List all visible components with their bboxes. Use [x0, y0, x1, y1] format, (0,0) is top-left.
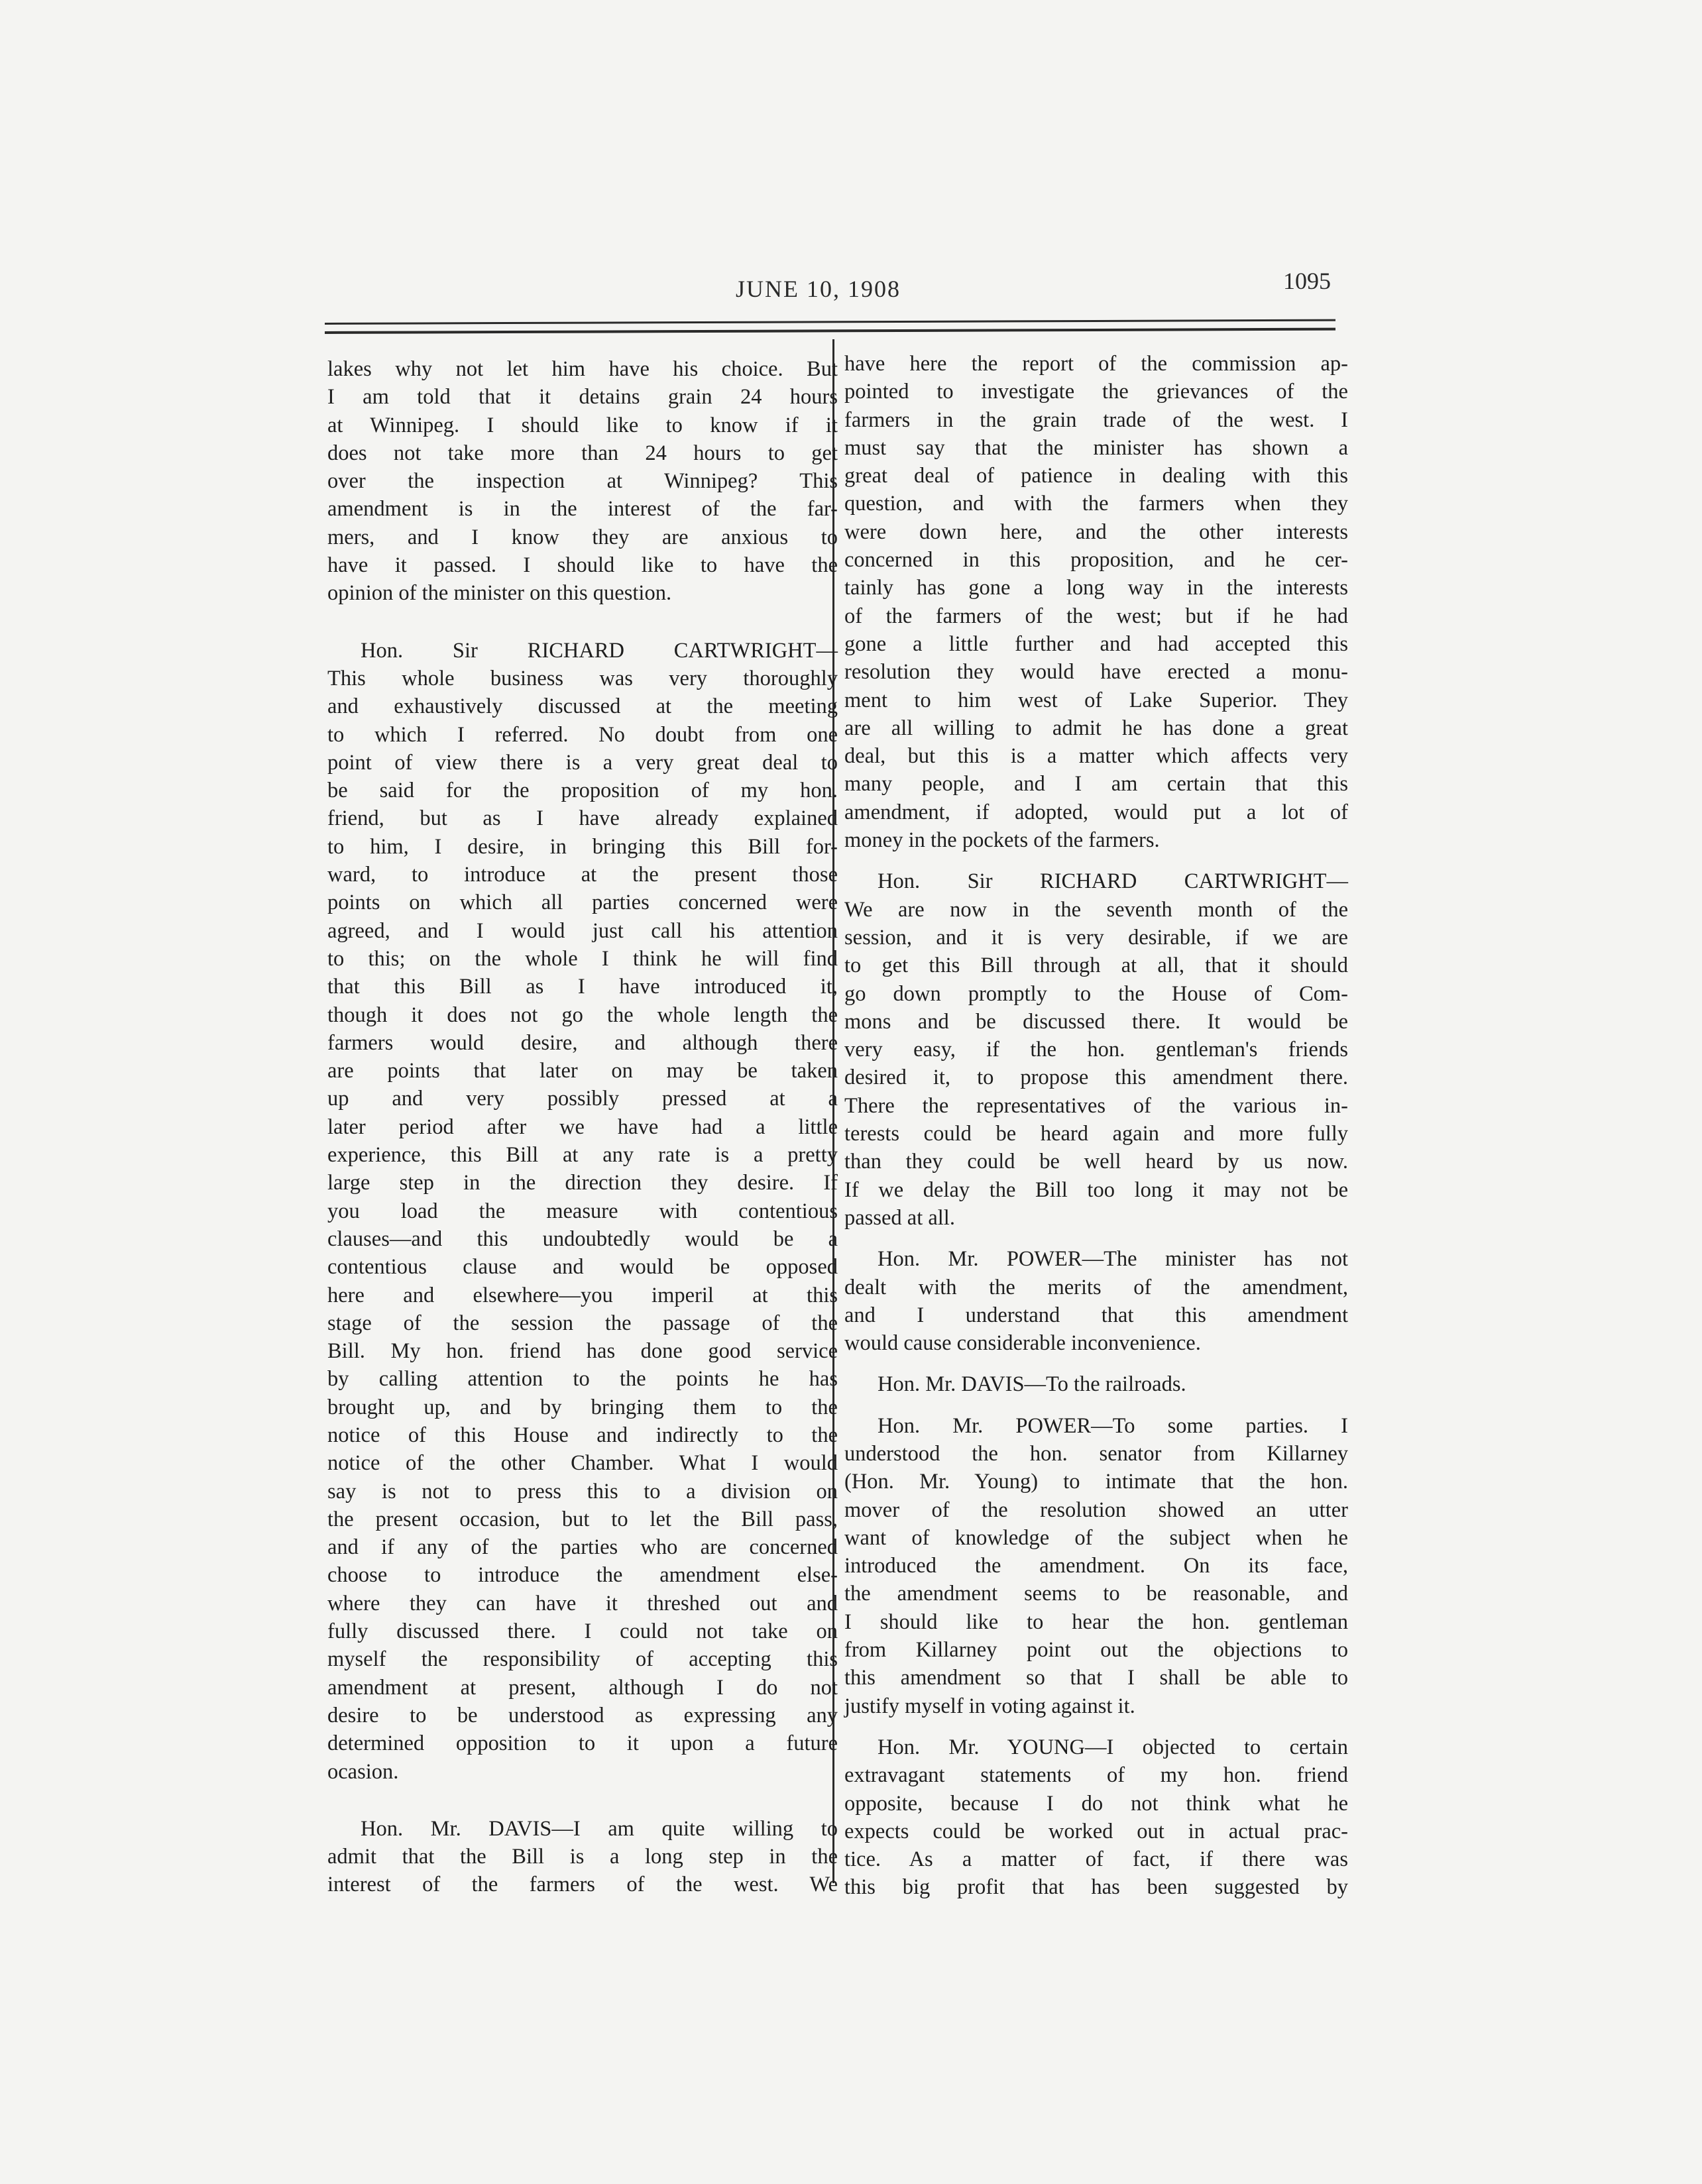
text-line: over the inspection at Winnipeg? This — [327, 469, 838, 494]
text-line: and exhaustively discussed at the meeting — [327, 694, 838, 719]
text-line: desire to be understood as expressing any — [327, 1703, 838, 1727]
text-line: later period after we have had a little — [327, 1115, 838, 1139]
text-line: notice of the other Chamber. What I would — [327, 1451, 838, 1476]
text-line: mons and be discussed there. It would be — [844, 1009, 1348, 1034]
paragraph — [844, 1370, 1348, 1398]
right-column — [844, 350, 1348, 1902]
text-line: amendment at present, although I do not — [327, 1675, 838, 1700]
text-line: agreed, and I would just call his attention — [327, 918, 838, 943]
page-number: 1095 — [1283, 268, 1331, 294]
text-line: I should like to hear the hon. gentleman — [844, 1610, 1348, 1634]
text-line: This whole business was very thoroughly — [327, 666, 838, 690]
text-line: concerned in this proposition, and he cer- — [844, 548, 1348, 573]
text-line: extravagant statements of my hon. friend — [844, 1763, 1348, 1788]
paragraph — [844, 867, 1348, 1232]
text-line: Hon. Mr. DAVIS—To the railroads. — [878, 1372, 1186, 1397]
text-line: ward, to introduce at the present those — [327, 863, 838, 887]
text-line: by calling attention to the points he has — [327, 1367, 838, 1392]
text-line: want of knowledge of the subject when he — [844, 1525, 1348, 1550]
text-line: There the representatives of the various in- — [844, 1093, 1348, 1118]
text-line: money in the pockets of the farmers. — [844, 828, 1160, 853]
text-line: to him, I desire, in bringing this Bill for- — [327, 834, 838, 859]
running-header-date: JUNE 10, 1908 — [736, 276, 901, 302]
text-line: lakes why not let him have his choice. But — [327, 357, 838, 381]
text-line: the present occasion, but to let the Bill pass, — [327, 1507, 838, 1531]
text-line: We are now in the seventh month of the — [844, 897, 1348, 922]
text-line: brought up, and by bringing them to the — [327, 1395, 838, 1419]
text-line: pointed to investigate the grievances of the — [844, 380, 1348, 404]
text-line: great deal of patience in dealing with this — [844, 464, 1348, 488]
paragraph — [844, 1245, 1348, 1357]
text-line: session, and it is very desirable, if we are — [844, 925, 1348, 950]
text-line: terests could be heard again and more fully — [844, 1122, 1348, 1146]
text-line: ocasion. — [327, 1759, 399, 1784]
text-line: amendment, if adopted, would put a lot of — [844, 800, 1348, 824]
text-line: myself the responsibility of accepting this — [327, 1647, 838, 1672]
text-line: desired it, to propose this amendment there. — [844, 1065, 1348, 1090]
text-line: and if any of the parties who are concerned — [327, 1535, 838, 1560]
text-line: than they could be well heard by us now. — [844, 1150, 1348, 1174]
paragraph — [327, 637, 838, 1786]
text-line: were down here, and the other interests — [844, 519, 1348, 544]
paragraph — [844, 1733, 1348, 1902]
text-line: where they can have it threshed out and — [327, 1591, 838, 1615]
text-line: to get this Bill through at all, that it should — [844, 954, 1348, 978]
text-line: amendment is in the interest of the far- — [327, 497, 838, 521]
paragraph — [327, 1815, 838, 1899]
text-line: notice of this House and indirectly to the — [327, 1423, 838, 1447]
text-line: Hon. Mr. YOUNG—I objected to certain — [878, 1735, 1348, 1759]
text-line: this amendment so that I shall be able to — [844, 1666, 1348, 1690]
paragraph — [844, 350, 1348, 854]
text-line: mover of the resolution showed an utter — [844, 1498, 1348, 1522]
text-line: points on which all parties concerned were — [327, 891, 838, 915]
text-line: large step in the direction they desire. If — [327, 1171, 838, 1195]
text-line: Hon. Sir RICHARD CARTWRIGHT— — [878, 869, 1348, 894]
text-line: tainly has gone a long way in the interests — [844, 576, 1348, 600]
text-line: to which I referred. No doubt from one — [327, 722, 838, 747]
text-line: to this; on the whole I think he will find — [327, 946, 838, 971]
text-line: here and elsewhere—you imperil at this — [327, 1283, 838, 1307]
text-line: would cause considerable inconvenience. — [844, 1331, 1201, 1356]
text-line: dealt with the merits of the amendment, — [844, 1275, 1348, 1299]
text-line: at Winnipeg. I should like to know if it — [327, 413, 838, 437]
header-rule-top — [325, 319, 1335, 325]
text-line: tice. As a matter of fact, if there was — [844, 1847, 1348, 1872]
text-line: have here the report of the commission ap- — [844, 352, 1348, 376]
text-line: (Hon. Mr. Young) to intimate that the hon. — [844, 1470, 1348, 1494]
text-line: If we delay the Bill too long it may not be — [844, 1177, 1348, 1202]
text-line: the amendment seems to be reasonable, and — [844, 1582, 1348, 1606]
text-line: you load the measure with contentious — [327, 1199, 838, 1223]
text-line: Bill. My hon. friend has done good service — [327, 1339, 838, 1364]
text-line: must say that the minister has shown a — [844, 435, 1348, 460]
text-line: I am told that it detains grain 24 hours — [327, 385, 838, 410]
text-line: deal, but this is a matter which affects very — [844, 744, 1348, 769]
text-line: say is not to press this to a division on — [327, 1479, 838, 1503]
text-line: have it passed. I should like to have the — [327, 553, 838, 578]
text-line: many people, and I am certain that this — [844, 772, 1348, 796]
text-line: interest of the farmers of the west. We — [327, 1873, 838, 1897]
text-line: are points that later on may be taken — [327, 1059, 838, 1083]
text-line: understood the hon. senator from Killarney — [844, 1441, 1348, 1466]
text-line: very easy, if the hon. gentleman's friends — [844, 1038, 1348, 1062]
text-line: opposite, because I do not think what he — [844, 1791, 1348, 1816]
header-rule-bottom — [325, 328, 1335, 334]
text-line: Hon. Sir RICHARD CARTWRIGHT— — [361, 638, 838, 663]
text-line: stage of the session the passage of the — [327, 1311, 838, 1335]
text-line: resolution they would have erected a monu- — [844, 660, 1348, 684]
text-line: Hon. Mr. DAVIS—I am quite willing to — [361, 1816, 838, 1841]
text-line: up and very possibly pressed at a — [327, 1087, 838, 1111]
text-line: choose to introduce the amendment else- — [327, 1563, 838, 1588]
text-line: are all willing to admit he has done a great — [844, 716, 1348, 740]
text-line: admit that the Bill is a long step in the — [327, 1845, 838, 1869]
text-line: fully discussed there. I could not take on — [327, 1619, 838, 1644]
text-line: contentious clause and would be opposed — [327, 1255, 838, 1280]
paragraph — [844, 1412, 1348, 1720]
text-line: ment to him west of Lake Superior. They — [844, 688, 1348, 712]
text-line: though it does not go the whole length the — [327, 1003, 838, 1027]
text-line: mers, and I know they are anxious to — [327, 525, 838, 549]
text-line: farmers in the grain trade of the west. I — [844, 408, 1348, 432]
text-line: Hon. Mr. POWER—To some parties. I — [878, 1413, 1348, 1438]
text-line: passed at all. — [844, 1205, 955, 1230]
left-column — [327, 355, 838, 1899]
text-line: be said for the proposition of my hon. — [327, 779, 838, 803]
text-line: from Killarney point out the objections to — [844, 1638, 1348, 1663]
text-line: and I understand that this amendment — [844, 1303, 1348, 1327]
text-line: point of view there is a very great deal to — [327, 750, 838, 775]
text-line: friend, but as I have already explained — [327, 806, 838, 831]
text-line: gone a little further and had accepted this — [844, 631, 1348, 656]
paragraph — [327, 355, 838, 608]
text-line: farmers would desire, and although there — [327, 1030, 838, 1055]
text-line: introduced the amendment. On its face, — [844, 1554, 1348, 1578]
text-line: Hon. Mr. POWER—The minister has not — [878, 1247, 1348, 1272]
text-line: experience, this Bill at any rate is a pretty — [327, 1143, 838, 1168]
text-line: determined opposition to it upon a future — [327, 1731, 838, 1756]
text-line: expects could be worked out in actual prac- — [844, 1819, 1348, 1843]
text-line: justify myself in voting against it. — [844, 1694, 1135, 1718]
text-line: clauses—and this undoubtedly would be a — [327, 1227, 838, 1251]
text-line: of the farmers of the west; but if he had — [844, 604, 1348, 628]
text-line: question, and with the farmers when they — [844, 492, 1348, 516]
text-line: that this Bill as I have introduced it, — [327, 975, 838, 999]
text-line: go down promptly to the House of Com- — [844, 981, 1348, 1006]
text-line: opinion of the minister on this question. — [327, 581, 672, 606]
text-line: this big profit that has been suggested by — [844, 1875, 1348, 1900]
text-line: does not take more than 24 hours to get — [327, 441, 838, 465]
